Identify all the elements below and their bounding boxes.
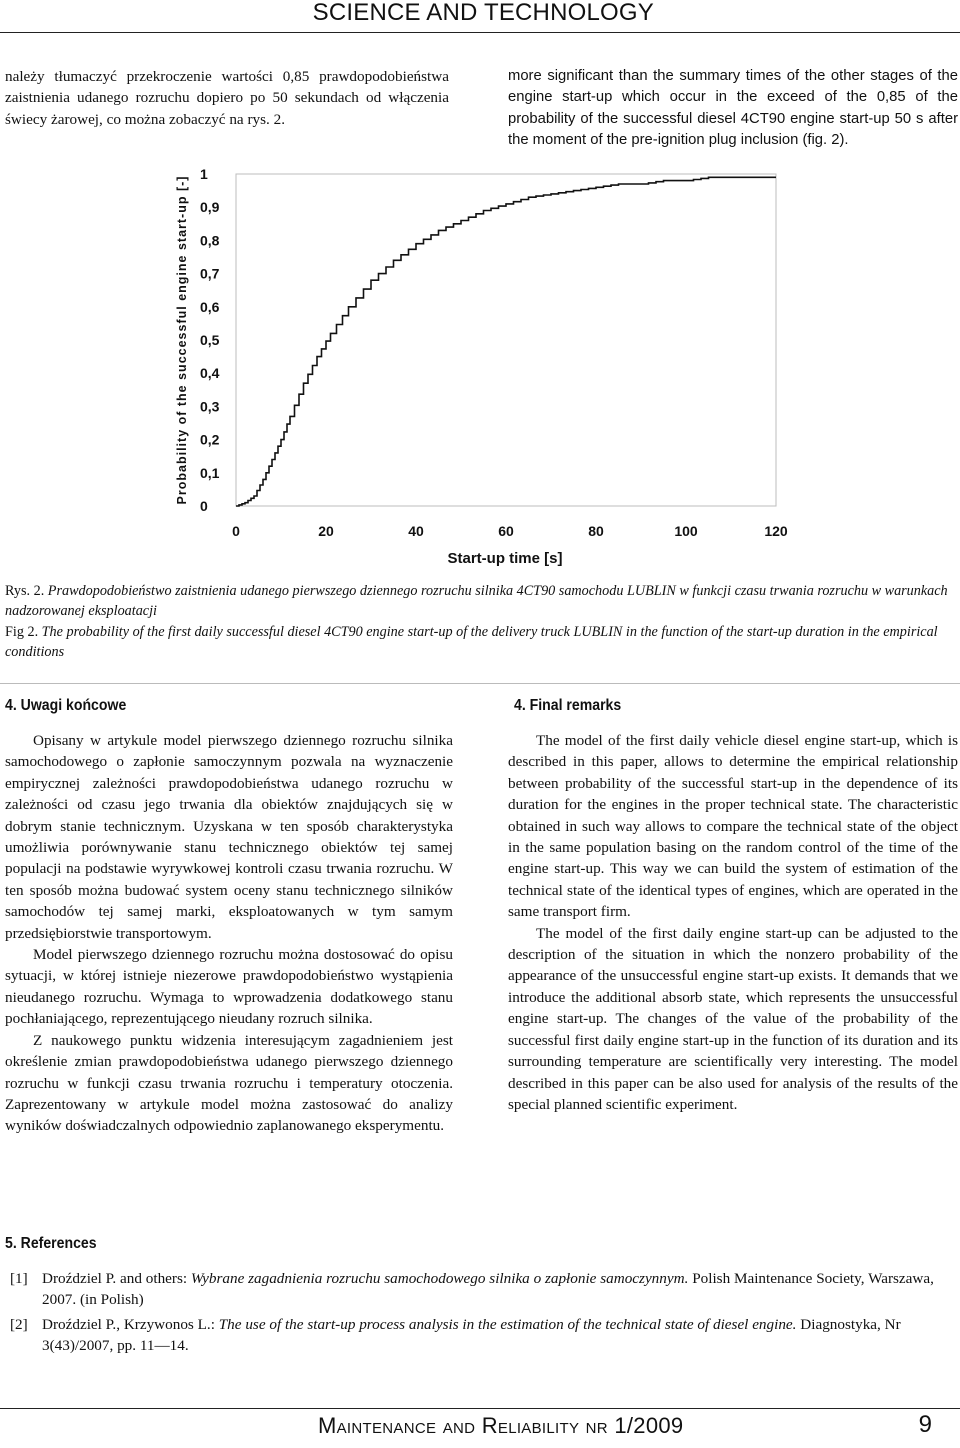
x-tick-label: 20 [318,523,334,539]
section-heading-pl [5,697,143,715]
section-divider [0,683,960,684]
figure-caption-en [5,623,957,662]
reference-publisher: Polish Maintenance Society, Warszawa, 2007. (in Polish) [42,1270,934,1309]
reference-item [10,1268,958,1311]
y-tick-label: 0,9 [200,199,220,216]
heading-uwagi-koncowe: 4. Uwagi końcowe [5,697,127,714]
references-heading: 5. References [5,1235,97,1252]
reference-list [10,1268,958,1360]
top-right-text: more significant than the summary times of the other stages of the engine start-up which occur in the exceed of the 0,85 of the probability of the successful diesel 4CT90 engine start-up 50 s after the moment of the pre-ignition plug inclusion (fig. 2). [508,68,958,149]
page-footer [0,1408,960,1438]
x-tick-label: 100 [674,523,698,539]
reference-authors: Droździel P. and others: [42,1270,191,1287]
figure-caption-pl [5,582,957,621]
remarks-pl-paragraph: Opisany w artykule model pierwszego dziennego rozruchu silnika samochodowego o zapłonie samoczynnym pozwala na wyznaczenie empirycznej zależności prawdopodobieństwa udanego rozruchu w zależności od czasu jego trwania dla obiektów znajdujących się w dobrym stanie technicznym. Uzyskana w ten sposób charakterystyka umożliwia porównywanie stanu technicznego obiektów tej samej populacji na podstawie wyrywkowej kontroli czasu trwania rozruchu. W ten sposób można budować system oceny stanu technicznego silników samochodów tej samej marki, eksploatowanych w tym samym przedsiębiorstwie transportowym. [5,732,453,942]
heading-final-remarks: 4. Final remarks [514,697,622,714]
y-tick-label: 0,5 [200,332,220,348]
top-left-paragraph [5,66,449,130]
remarks-en-paragraph: The model of the first daily engine start-up can be adjusted to the description of the situation in which the nonzero probability of the appearance of the unsuccessful engine start-up exists. It demands that we introduce the additional absorb state, which represents the unsuccessful engine start-up. The changes of the value of the probability of the successful first daily engine start-up in the function of its duration and its surrounding temperature are scientifically very interesting. The model described in this paper can be also used for analysis of the results of the special planned scientific experiment. [508,924,958,1113]
remarks-pl-paragraph: Z naukowego punktu widzenia interesującym zagadnieniem jest określenie zmian prawdopodobieństwa udanego pierwszego dziennego rozruchu w funkcji czasu trwania rozruchu i temperatury otoczenia. Zaprezentowany w artykule model można zastosować do analizy wyników doświadczalnych odpowiednio zaplanowanego eksperymentu. [5,1031,453,1135]
caption-en-label: Fig 2. [5,624,39,640]
caption-en-text: The probability of the first daily successful diesel 4CT90 engine start-up of the delivery truck LUBLIN in the function of the start-up duration in the empirical conditions [5,624,938,660]
x-tick-label: 0 [232,523,240,539]
remarks-en-paragraph: The model of the first daily vehicle diesel engine start-up, which is described in this paper, allows to determine the empirical relationship between probability of the successful start-up in the dependence of its duration for the engines in the proper technical state. The characteristic obtained in such way allows to compare the technical state of the object in the same population basing on the random control of the time of the engine start-up. This way we can build the system of estimation of the technical state of the identical types of engines, which are operated in the same transport firm. [508,732,958,921]
reference-title: Wybrane zagadnienia rozruchu samochodowego silnika o zapłonie samoczynnym. [190,1270,689,1287]
x-tick-labels [232,523,788,539]
probability-chart [160,160,800,570]
reference-item [10,1314,958,1357]
reference-authors: Droździel P., Krzywonos L.: [42,1315,219,1333]
y-tick-label: 1 [200,166,208,182]
y-tick-label: 0,3 [200,398,220,415]
y-tick-label: 0,4 [200,365,220,382]
reference-publisher: Diagnostyka, Nr 3(43)/2007, pp. 11—14. [42,1315,901,1355]
y-tick-label: 0,2 [200,431,220,448]
y-axis-label: Probability of the successful engine start-up [-] [175,175,189,505]
caption-pl-label: Rys. 2. [5,583,45,599]
caption-pl-text: Prawdopodobieństwo zaistnienia udanego pierwszego dziennego rozruchu silnika 4CT90 samochodu LUBLIN w funkcji czasu trwania rozruchu w warunkach nadzorowanej eksploatacji [5,583,948,619]
references-heading-wrap [5,1235,109,1253]
page-number: 9 [918,1411,932,1438]
x-tick-label: 40 [408,523,424,539]
reference-number: [1] [10,1270,28,1287]
y-tick-label: 0,6 [200,298,220,315]
reference-number: [2] [10,1315,28,1333]
reference-title: The use of the start-up process analysis in the estimation of the technical state of diesel engine. [218,1315,797,1333]
y-tick-label: 0,8 [200,232,220,249]
y-tick-label: 0,1 [200,464,220,481]
running-title: SCIENCE AND TECHNOLOGY [312,0,654,26]
remarks-pl-paragraph: Model pierwszego dziennego rozruchu można dostosować do opisu sytuacji, w której istnieje niezerowe prawdopodobieństwo wystąpienia nieudanego rozruchu. Wymaga to wprowadzenia dodatkowego stanu pochłaniającego, reprezentującego nieudany rozruch silnika. [5,946,453,1028]
y-tick-label: 0,7 [200,265,220,282]
remarks-pl [5,730,453,1137]
journal-name: Maintenance and Reliability nr 1/2009 [318,1413,684,1438]
x-tick-label: 120 [764,523,788,539]
section-heading-en [514,697,636,715]
x-axis-label: Start-up time [s] [447,550,563,567]
plot-area [236,174,776,506]
top-right-paragraph [508,66,958,152]
top-left-text: należy tłumaczyć przekroczenie wartości 0,85 prawdopodobieństwa zaistnienia udanego rozruchu dopiero po 50 sekundach od włączenia świecy żarowej, co można zobaczyć na rys. 2. [5,68,449,128]
running-header [0,0,960,33]
remarks-en [508,730,958,1115]
x-tick-label: 60 [498,523,514,539]
y-tick-labels [200,166,220,514]
x-tick-label: 80 [588,523,604,539]
y-tick-label: 0 [200,498,208,514]
